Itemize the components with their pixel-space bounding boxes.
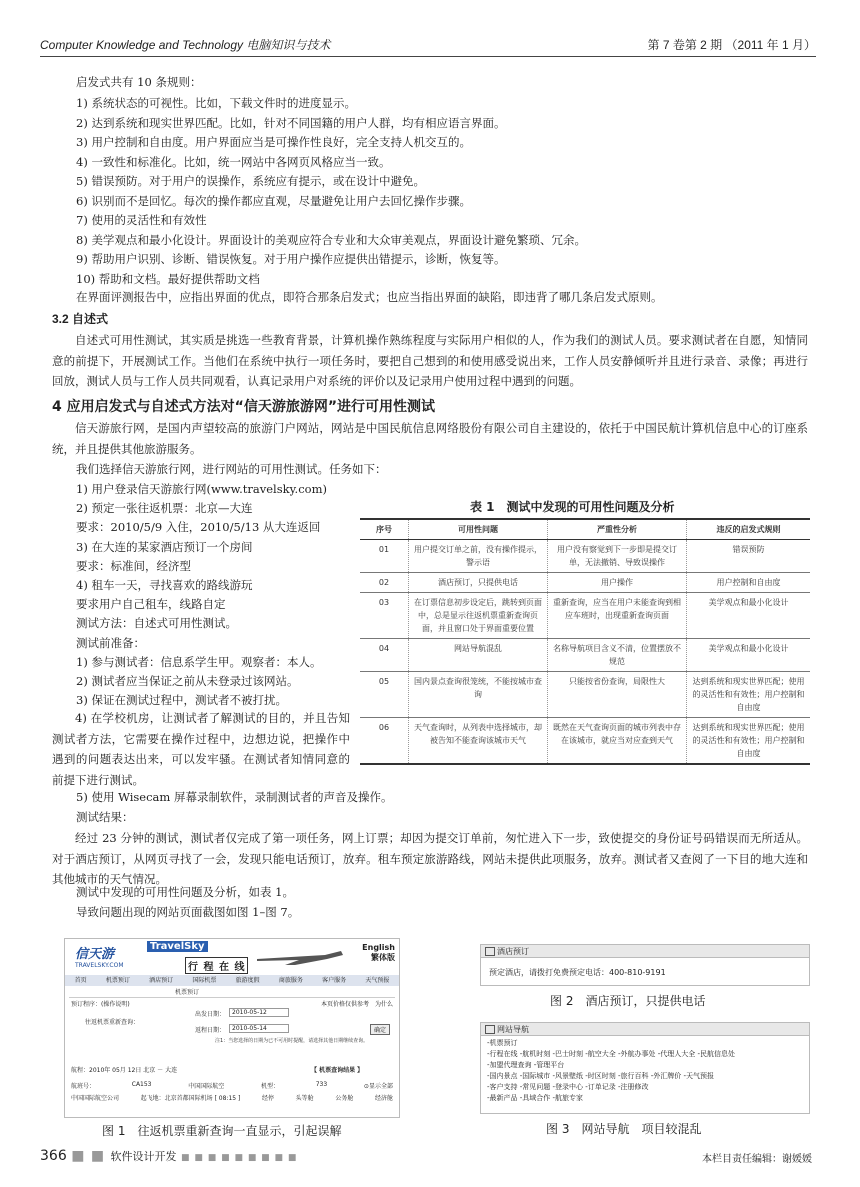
page-footer: 366 ■ ■ 软件设计开发 ■ ■ ■ ■ ■ ■ ■ ■ ■: [40, 1148, 298, 1164]
rule-item: 2) 达到系统和现实世界匹配。比如，针对不同国籍的用户人群，均有相应语言界面。: [76, 115, 506, 130]
travelsky-wordmark: TravelSky: [147, 941, 208, 952]
table-cell: 05: [378, 677, 390, 686]
nav-link-list: [487, 1038, 803, 1104]
table-cell: 只能按省份查询，局限性大: [548, 672, 687, 718]
table-header: 序号: [376, 525, 392, 534]
flight-cell: 机型：: [260, 1083, 279, 1090]
hotel-phone-text: 预定酒店，请拨打免费预定电话：400-810-9191: [489, 968, 666, 977]
site-nav-item[interactable]: 旅游度假: [235, 977, 260, 984]
section-name: 软件设计开发: [110, 1150, 177, 1163]
table-cell: 酒店预订，只提供电话: [409, 573, 548, 593]
flight-cell: CA153: [131, 1081, 152, 1088]
flight-detail-row: [71, 1093, 393, 1102]
site-nav-item[interactable]: 天气预报: [365, 977, 390, 984]
result-title: 【 机票查询结果 】: [311, 1067, 364, 1074]
rule-item: 10) 帮助和文档。最好提供帮助文档: [76, 271, 260, 286]
table-cell: 国内景点查询很笼统，不能按城市查询: [409, 672, 548, 718]
box-icon: [485, 947, 495, 956]
figure-2-screenshot: [480, 944, 810, 986]
task-line: 3) 保证在测试过程中，测试者不被打扰。: [76, 693, 287, 708]
flight-row: [71, 1081, 393, 1090]
site-nav-item[interactable]: 酒店预订: [149, 977, 174, 984]
site-nav-item[interactable]: 商旅服务: [278, 977, 303, 984]
nav-link-line[interactable]: -客户支持 -常见问题 -登录中心 -订单记录 -注册修改: [487, 1083, 649, 1091]
flight-cell: 航班号：: [71, 1083, 96, 1090]
rules-outro: 在界面评测报告中，应指出界面的优点，即符合那条启发式；也应当指出界面的缺陷，即违背了哪几条启发式原则。: [76, 290, 663, 304]
table-row: [360, 540, 810, 573]
header-divider: [40, 56, 816, 57]
task-line: 要求：标准间，经济型: [76, 558, 191, 573]
nav-link-line[interactable]: -加盟代理查询 -管理平台: [487, 1061, 565, 1069]
task-line: 1) 参与测试者：信息系学生甲。观察者：本人。: [76, 654, 322, 669]
flight-cell: 中国国际航空公司: [71, 1095, 120, 1102]
table-cell: 达到系统和现实世界匹配；使用的灵活性和有效性；用户控制和自由度: [687, 718, 811, 765]
result-label: 测试结果：: [76, 810, 134, 824]
figure-2-caption: 图 2 酒店预订，只提供电话: [550, 994, 706, 1008]
site-nav-item[interactable]: 机票预订: [105, 977, 130, 984]
table-cell: 美学观点和最小化设计: [687, 593, 811, 639]
table-cell: 04: [378, 644, 390, 653]
table-cell: 02: [378, 578, 390, 587]
figure-reference: 导致问题出现的网站页面截图如图 1–图 7。: [76, 905, 300, 919]
site-nav-item[interactable]: 首页: [74, 977, 87, 984]
section-3-2-title: 3.2 自述式: [52, 312, 109, 326]
section-4-intro: 信天游旅行网，是国内声望较高的旅游门户网站，网站是中国民航信息网络股份有限公司自主建设的，依托于中国民航计算机信息中心的订座系统，并且提供其他旅游服务。: [52, 421, 808, 456]
journal-title: Computer Knowledge and Technology 电脑知识与技术: [40, 38, 331, 52]
table-cell: 天气查询时，从列表中选择城市，却被告知不能查询该城市天气: [409, 718, 548, 765]
language-switch[interactable]: English 繁体版: [362, 943, 395, 962]
table-row: [360, 718, 810, 765]
section-4-title: 4 应用启发式与自述式方法对“信天游旅游网”进行可用性测试: [52, 399, 436, 415]
rule-item: 7) 使用的灵活性和有效性: [76, 213, 207, 227]
rule-item: 8) 美学观点和最小化设计。界面设计的美观应符合专业和大众审美观点，界面设计避免繁琐、冗余。: [76, 232, 586, 247]
table-cell: 06: [378, 723, 390, 732]
task-line: 2) 测试者应当保证之前从未登录过该网站。: [76, 674, 299, 688]
flight-cell: 经停: [262, 1095, 275, 1102]
section-3-2-body: 自述式可用性测试，其实质是挑选一些教育背景，计算机操作熟练程度与实际用户相似的人，作为我们的测试人员。要求测试者在自愿，知情同意的前提下，开展测试工作。当他们在系统中执行一项任务时，要把自己想到的和使用感受说出来，工作人员安静倾听并且进行录音、录像；再进行回放，测试人员与工作人员共同观看，认真记录用户对系统的评价以及记录用户使用过程中遇到的问题。: [52, 333, 808, 388]
flight-cell: 公务舱: [335, 1095, 354, 1102]
table-cell: 达到系统和现实世界匹配；使用的灵活性和有效性；用户控制和自由度: [687, 672, 811, 718]
table-row: [360, 593, 810, 639]
table-cell: 既然在天气查询页面的城市列表中存在该城市，就应当对应查到天气: [548, 718, 687, 765]
flight-cell: 中国国际航空: [188, 1083, 225, 1090]
site-nav-item[interactable]: 国际机票: [192, 977, 217, 984]
box-icon: [485, 1025, 495, 1034]
page-number: 366: [40, 1148, 67, 1164]
task-line: 1) 用户登录信天游旅行网(www.travelsky.com): [76, 482, 327, 496]
flight-cell: 起飞地：北京首都国际机场 [ 08:15 ]: [140, 1095, 241, 1102]
table-header-row: [360, 519, 810, 540]
hotel-title: 酒店预订: [497, 947, 529, 956]
task-line: 4) 租车一天，寻找喜欢的路线游玩: [76, 578, 253, 592]
rule-item: 3) 用户控制和自由度。用户界面应当是可操作性良好，完全支持人机交互的。: [76, 135, 471, 149]
task-line: 要求：2010/5/9 入住，2010/5/13 从大连返回: [76, 520, 321, 535]
flight-cell: 头等舱: [295, 1095, 314, 1102]
flight-cell: ⊙显示全部: [363, 1083, 393, 1090]
figure-3-screenshot: [480, 1022, 810, 1114]
recording-paragraph: 5) 使用 Wisecam 屏幕录制软件，录制测试者的声音及操作。: [76, 790, 393, 804]
table-cell: 用户提交订单之前，没有操作提示，警示语: [409, 540, 548, 573]
table-cell: 在订票信息初步设定后，跳转到页面中，总是显示往返机票重新查询页面，并且窗口处于界面重要位置: [409, 593, 548, 639]
table-cell: 用户没有察觉到下一步即是提交订单，无法撤销、导致误操作: [548, 540, 687, 573]
airplane-icon: [255, 947, 345, 967]
flight-cell: 经济舱: [374, 1095, 393, 1102]
editor-credit: 本栏目责任编辑：谢媛媛: [702, 1154, 812, 1165]
price-note: 本页价格仅供参考 为什么: [320, 1001, 393, 1008]
result-body: 经过 23 分钟的测试，测试者仅完成了第一项任务，网上订票；却因为提交订单前，匆忙进入下一步，致使提交的身份证号码错误而无所适从。对于酒店预订，从网页寻找了一会，发现只能电话预订，放弃。租车预定旅游路线，网站未提供此项服务，放弃。测试者又查阅了一下目的地大连和其他城市的天气情况。: [52, 831, 808, 886]
table-cell: 错误预防: [687, 540, 811, 573]
departure-date-input[interactable]: 2010-05-12: [229, 1008, 289, 1017]
task-line: 要求用户自己租车，线路自定: [76, 597, 226, 612]
confirm-button[interactable]: 确定: [370, 1024, 390, 1035]
nav-link-line[interactable]: -国内景点 -国际城市 -风景壁纸 -时区时刻 -旅行百科 -外汇牌价 -天气预报: [487, 1072, 715, 1080]
travelsky-logo: 信天游 TRAVELSKY.COM: [75, 947, 124, 969]
table-cell: 用户操作: [548, 573, 687, 593]
table-cell: 03: [378, 598, 390, 607]
task-line: 测试方法：自述式可用性测试。: [76, 616, 237, 631]
page-bar: 机票预订: [175, 989, 200, 996]
task-line: 测试前准备：: [76, 635, 145, 650]
site-nav-item[interactable]: 客户服务: [322, 977, 347, 984]
nav-link-line[interactable]: -机票预订: [487, 1039, 518, 1047]
task-line: 3) 在大连的某家酒店预订一个房间: [76, 539, 253, 554]
rule-item: 9) 帮助用户识别、诊断、错误恢复。对于用户操作应提供出错提示，诊断，恢复等。: [76, 252, 506, 266]
table-row: [360, 639, 810, 672]
task-line: 2) 预定一张往返机票：北京—大连: [76, 501, 253, 516]
figure-1-screenshot: [64, 938, 400, 1118]
return-label: 返程日期：: [195, 1027, 226, 1034]
requery-label: 往返机票重新查询：: [85, 1019, 140, 1026]
task-intro: 我们选择信天游旅行网，进行网站的可用性测试。任务如下：: [76, 462, 387, 476]
table-cell: 01: [378, 545, 390, 554]
rule-item: 6) 识别而不是回忆。每次的操作都应直观，尽量避免让用户去回忆操作步骤。: [76, 193, 471, 208]
table-cell: 网站导航混乱: [409, 639, 548, 672]
table-row: [360, 573, 810, 593]
usability-table: [360, 518, 810, 765]
issue-info: 第 7 卷第 2 期 （2011 年 1 月）: [647, 38, 816, 52]
table-cell: 名称导航项目含义不清，位置摆放不规范: [548, 639, 687, 672]
nav-title: 网站导航: [497, 1025, 529, 1034]
table-cell: 用户控制和自由度: [687, 573, 811, 593]
table-cell: 美学观点和最小化设计: [687, 639, 811, 672]
slogan: 行 程 在 线: [185, 957, 248, 974]
figure-3-caption: 图 3 网站导航 项目较混乱: [546, 1122, 702, 1136]
date-note: 注1：当您选择的日期为已不可用时提醒，请选择其他日期继续查询。: [215, 1038, 369, 1044]
table-header: 违反的启发式规则: [687, 519, 811, 540]
return-date-input[interactable]: 2010-05-14: [229, 1024, 289, 1033]
nav-link-line[interactable]: -行程在线 -航机时刻 -巴士时刻 -航空大全 -外航办事处 -代理人大全 -民航信息处: [487, 1050, 736, 1058]
flight-cell: 733: [315, 1081, 328, 1088]
rule-item: 4) 一致性和标准化。比如，统一网站中各网页风格应当一致。: [76, 154, 391, 169]
figure-1-caption: 图 1 往返机票重新查询一直显示，引起误解: [102, 1124, 342, 1138]
table-header: 严重性分析: [548, 519, 687, 540]
departure-label: 出发日期：: [195, 1011, 226, 1018]
table-row: [360, 672, 810, 718]
nav-link-line[interactable]: -最新产品 -具域合作 -航旅专家: [487, 1094, 584, 1102]
route-line: 航程：2010年 05月 12日 北京 － 大连: [71, 1067, 178, 1074]
table-reference: 测试中发现的可用性问题及分析，如表 1。: [76, 885, 294, 899]
table-header: 可用性问题: [409, 519, 548, 540]
lab-paragraph: 4) 在学校机房，让测试者了解测试的目的，并且告知测试者方法，它需要在操作过程中，边想边说，把操作中遇到的问题表达出来，可以发牢骚。在测试者知情同意的前提下进行测试。: [52, 711, 350, 787]
rule-item: 1) 系统状态的可视性。比如，下载文件时的进度显示。: [76, 96, 356, 110]
table-cell: 重新查询，应当在用户未能查询到相应车班时，出现重新查询页面: [548, 593, 687, 639]
step-link[interactable]: 预订程序：(操作说明): [71, 1001, 130, 1008]
table-caption: 表 1 测试中发现的可用性问题及分析: [470, 500, 675, 514]
rules-intro: 启发式共有 10 条规则：: [76, 75, 202, 89]
site-nav-bar: [65, 975, 399, 986]
rule-item: 5) 错误预防。对于用户的误操作，系统应有提示，或在设计中避免。: [76, 174, 425, 188]
